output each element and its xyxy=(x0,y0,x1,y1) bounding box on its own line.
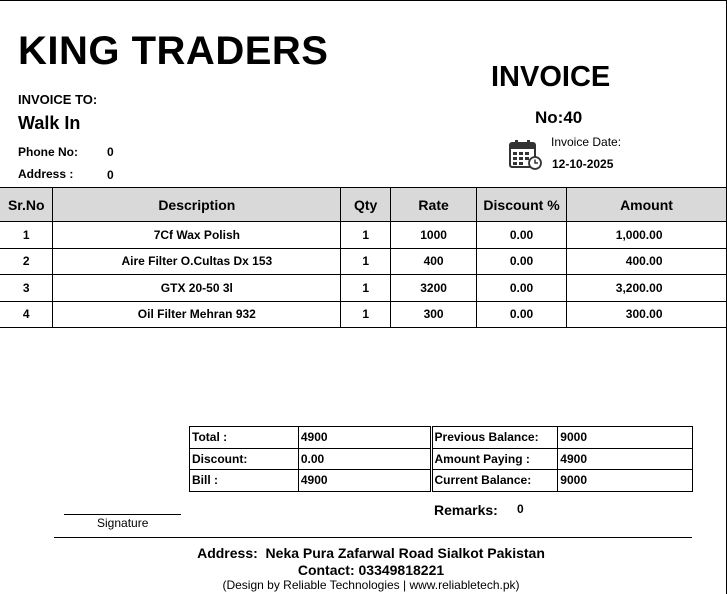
totals-row xyxy=(190,470,693,492)
cell-qty: 1 xyxy=(341,248,391,275)
previous-balance-label: Previous Balance: xyxy=(432,427,558,449)
footer-contact: Contact: 03349818221 xyxy=(297,562,445,578)
cell-qty: 1 xyxy=(341,222,391,249)
cell-discount: 0.00 xyxy=(477,275,567,302)
table-row xyxy=(0,222,727,249)
customer-name: Walk In xyxy=(18,113,81,133)
invoice-date-value: 12-10-2025 xyxy=(552,157,614,171)
discount-label: Discount: xyxy=(190,448,299,470)
total-value: 4900 xyxy=(298,427,430,449)
col-header-rate: Rate xyxy=(391,188,477,222)
cell-qty: 1 xyxy=(341,275,391,302)
cell-discount: 0.00 xyxy=(477,222,567,249)
cell-amount: 400.00 xyxy=(567,248,727,275)
previous-balance-value: 9000 xyxy=(558,427,693,449)
footer-address: Address: Neka Pura Zafarwal Road Sialkot Pakistan xyxy=(197,545,545,561)
totals-row xyxy=(190,448,693,470)
cell-description: Oil Filter Mehran 932 xyxy=(53,301,341,328)
table-row xyxy=(0,248,727,275)
amount-paying-label: Amount Paying : xyxy=(432,448,558,470)
bill-label: Bill : xyxy=(190,470,299,492)
remarks-value: 0 xyxy=(517,502,524,516)
col-header-description: Description xyxy=(53,188,341,222)
signature-label: Signature xyxy=(97,516,149,530)
cell-rate: 300 xyxy=(391,301,477,328)
items-table xyxy=(0,187,727,328)
table-row xyxy=(0,275,727,302)
address-label: Address : xyxy=(18,167,74,181)
company-name: KING TRADERS xyxy=(18,29,329,73)
cell-rate: 3200 xyxy=(391,275,477,302)
cell-rate: 400 xyxy=(391,248,477,275)
current-balance-label: Current Balance: xyxy=(432,470,558,492)
cell-srno: 2 xyxy=(0,248,53,275)
cell-amount: 1,000.00 xyxy=(567,222,727,249)
footer-divider xyxy=(54,537,692,538)
invoice-date-label: Invoice Date: xyxy=(551,135,622,149)
remarks-label: Remarks: xyxy=(434,502,498,518)
cell-amount: 300.00 xyxy=(567,301,727,328)
totals-row xyxy=(190,427,693,449)
col-header-srno: Sr.No xyxy=(0,188,53,222)
invoice-number: No:40 xyxy=(535,108,583,127)
phone-label: Phone No: xyxy=(18,145,78,159)
footer-design-credit: (Design by Reliable Technologies | www.reliabletech.pk) xyxy=(222,578,520,592)
cell-qty: 1 xyxy=(341,301,391,328)
discount-value: 0.00 xyxy=(298,448,430,470)
calendar-clock-icon xyxy=(508,138,542,170)
col-header-discount: Discount % xyxy=(477,188,567,222)
table-header-row xyxy=(0,188,727,222)
invoice-to-label: INVOICE TO: xyxy=(18,92,98,107)
cell-discount: 0.00 xyxy=(477,301,567,328)
phone-value: 0 xyxy=(107,145,114,159)
amount-paying-value: 4900 xyxy=(558,448,693,470)
col-header-qty: Qty xyxy=(341,188,391,222)
address-value: 0 xyxy=(107,168,114,182)
table-row xyxy=(0,301,727,328)
cell-description: 7Cf Wax Polish xyxy=(53,222,341,249)
bill-value: 4900 xyxy=(298,470,430,492)
cell-srno: 1 xyxy=(0,222,53,249)
cell-srno: 3 xyxy=(0,275,53,302)
invoice-title: INVOICE xyxy=(491,61,611,93)
cell-amount: 3,200.00 xyxy=(567,275,727,302)
totals-table xyxy=(189,426,693,492)
cell-discount: 0.00 xyxy=(477,248,567,275)
signature-line xyxy=(64,514,181,515)
cell-description: Aire Filter O.Cultas Dx 153 xyxy=(53,248,341,275)
cell-description: GTX 20-50 3l xyxy=(53,275,341,302)
current-balance-value: 9000 xyxy=(558,470,693,492)
col-header-amount: Amount xyxy=(567,188,727,222)
cell-srno: 4 xyxy=(0,301,53,328)
total-label: Total : xyxy=(190,427,299,449)
cell-rate: 1000 xyxy=(391,222,477,249)
